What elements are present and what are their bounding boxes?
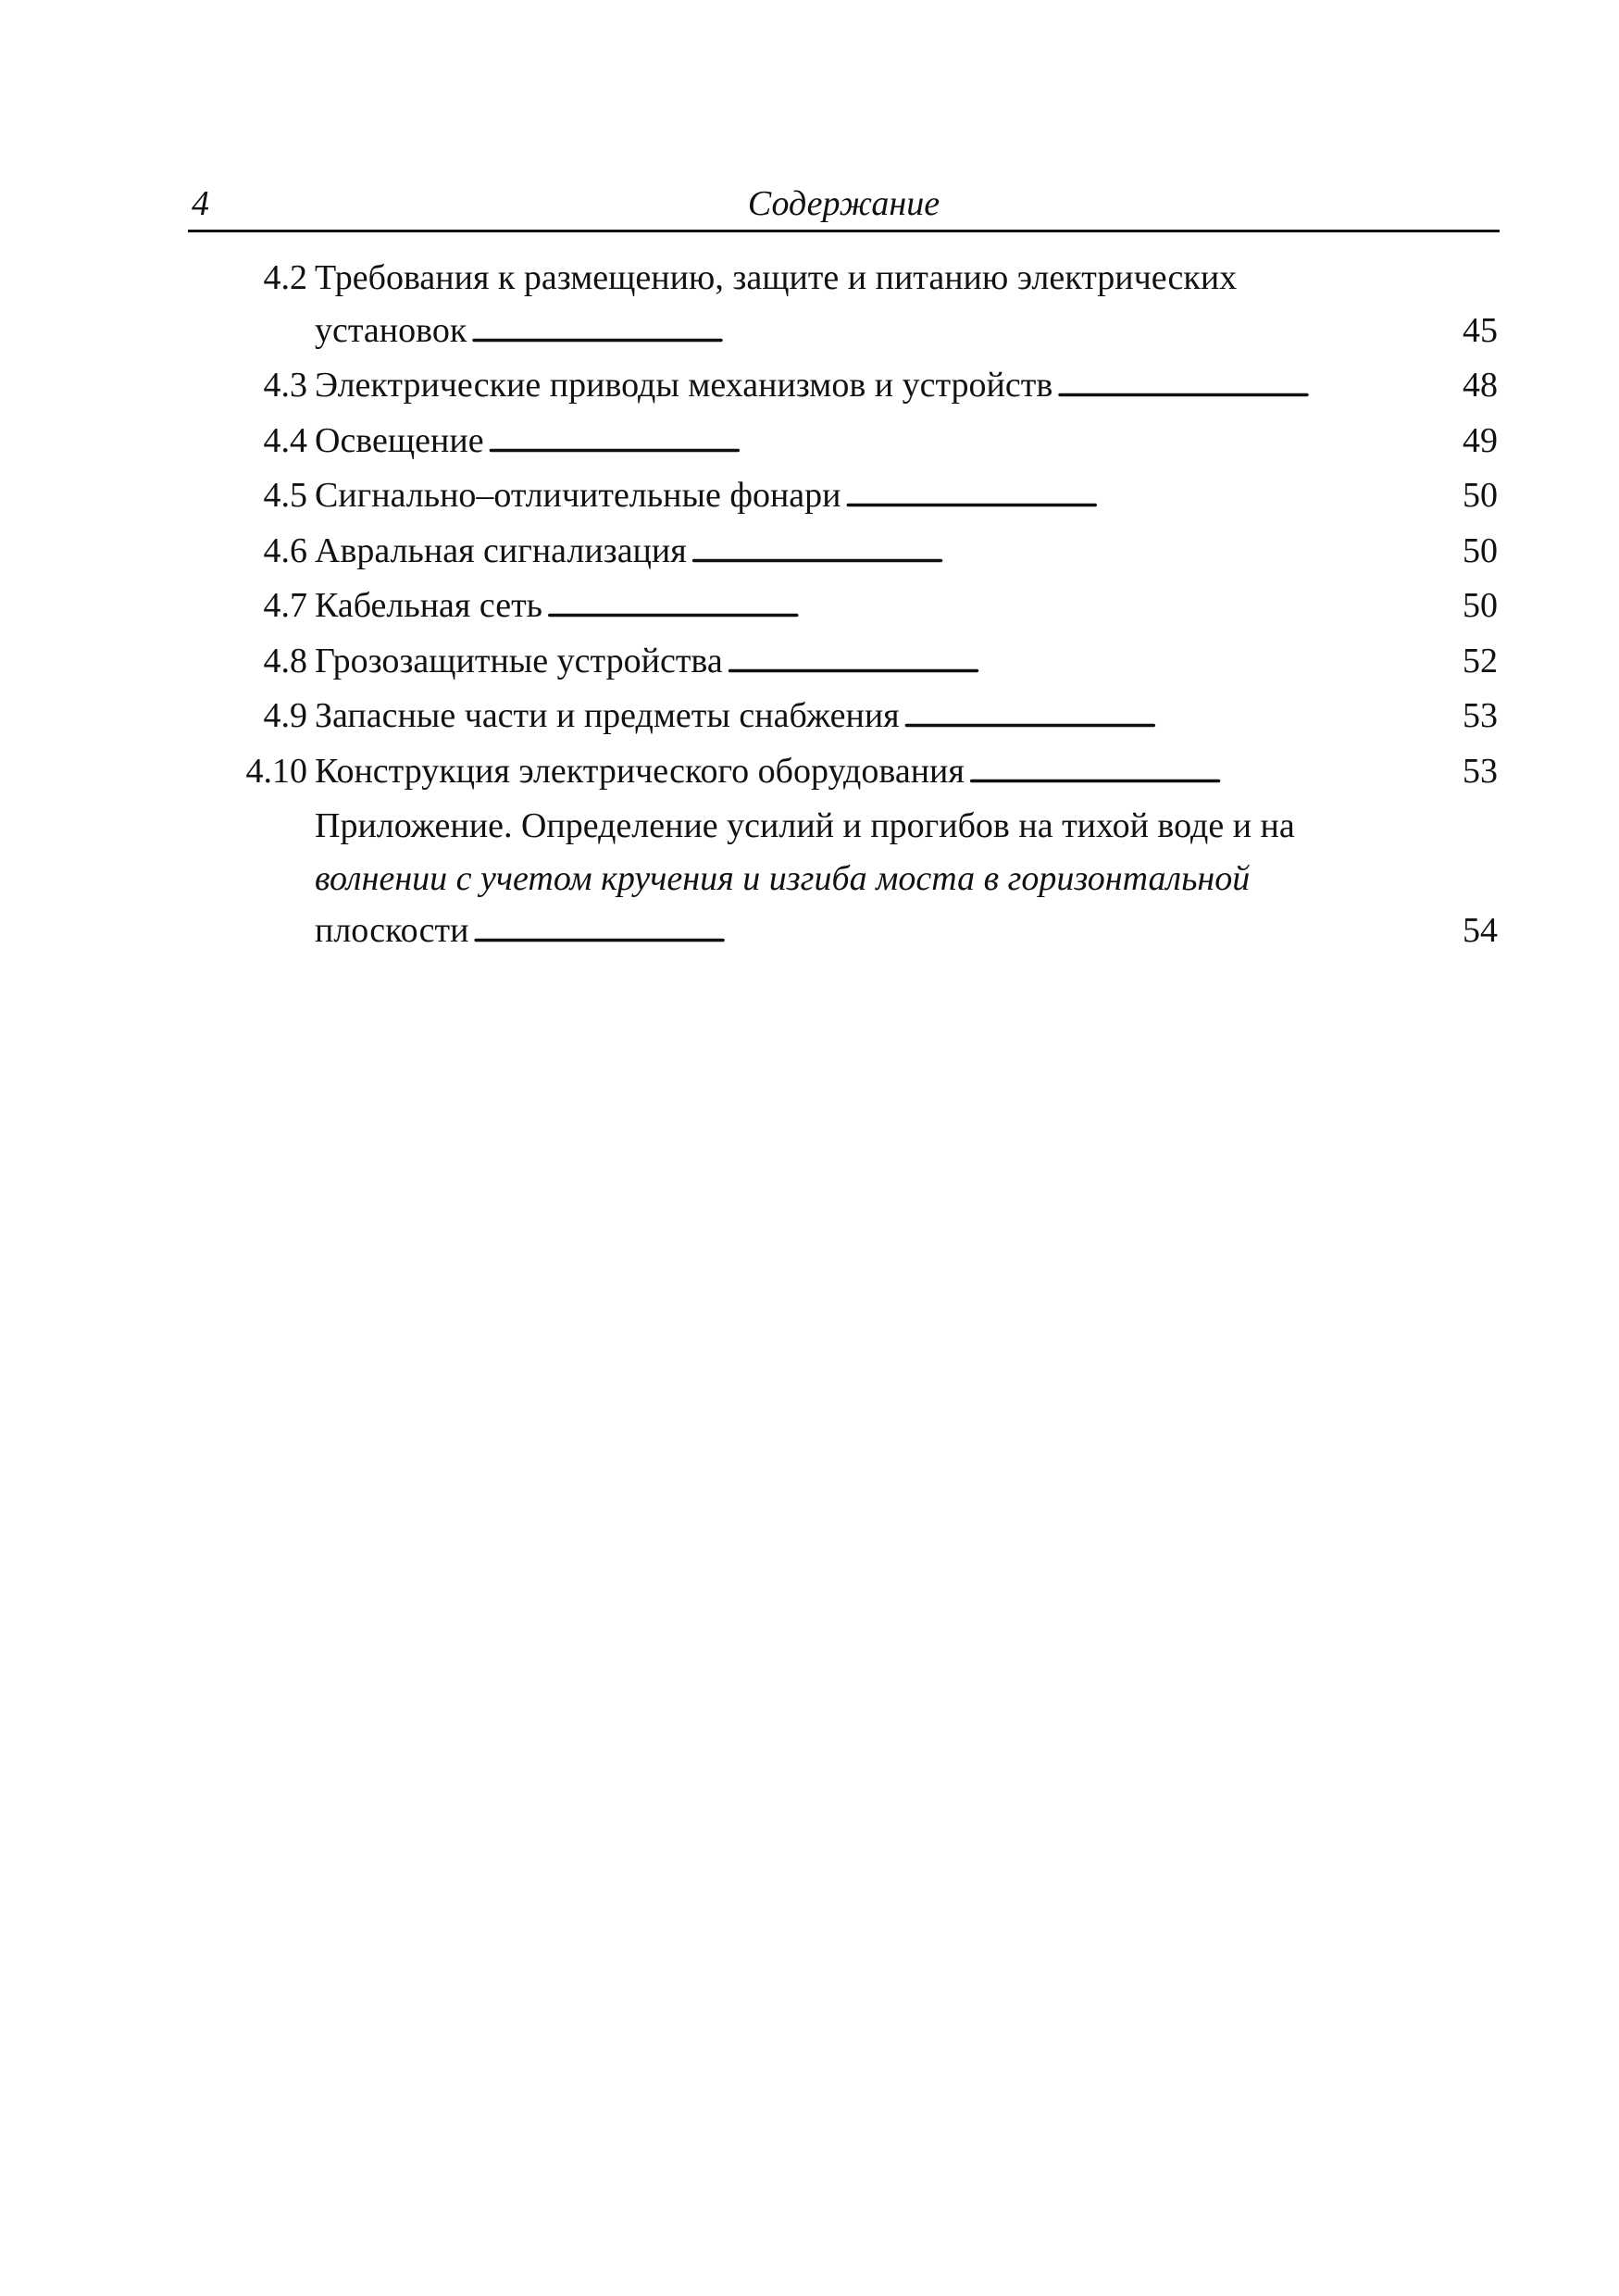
appendix-title-line-1: Приложение. Определение усилий и прогибов на тихой воде и на — [315, 806, 1295, 845]
dot-leader — [546, 580, 1459, 635]
toc-entry-page: 52 — [1463, 641, 1498, 680]
toc-entry-title: Освещение — [315, 420, 484, 460]
toc-entry-number: 4.3 — [263, 366, 307, 405]
appendix-title-line-3: плоскости — [315, 911, 469, 950]
running-header — [188, 181, 1500, 232]
toc-entry-page: 48 — [1463, 366, 1498, 405]
toc-entry-number: 4.6 — [263, 530, 307, 570]
toc-entry-4-3[interactable] — [194, 359, 1500, 415]
running-title: Содержание — [747, 184, 940, 223]
toc-entry-4-7[interactable] — [194, 580, 1500, 635]
toc-entry-page: 49 — [1463, 420, 1498, 460]
toc-entry-title-line: Требования к размещению, защите и питанию электрических — [315, 258, 1238, 297]
dot-leader — [691, 525, 1459, 580]
toc-entry-page: 53 — [1463, 751, 1498, 791]
dot-leader — [1056, 359, 1459, 415]
dot-leader — [968, 745, 1459, 801]
toc-entry-title: Электрические приводы механизмов и устройств — [315, 366, 1053, 405]
toc-entry-number: 4.10 — [245, 751, 307, 791]
toc-entry-4-4[interactable] — [194, 415, 1500, 470]
toc-entry-number: 4.9 — [263, 696, 307, 735]
toc-entry-4-2[interactable] — [194, 252, 1500, 359]
appendix-title-line-2: волнении с учетом кручения и изгиба моста в горизонтальной — [315, 858, 1251, 898]
toc-entry-number: 4.8 — [263, 641, 307, 680]
dot-leader — [470, 305, 1459, 360]
toc-entry-appendix[interactable] — [194, 800, 1500, 960]
toc-entry-title: Грозозащитные устройства — [315, 641, 723, 680]
dot-leader — [903, 690, 1459, 745]
toc-entry-page: 54 — [1463, 911, 1498, 950]
toc-entry-4-10[interactable] — [194, 745, 1500, 801]
toc-entry-number: 4.4 — [263, 420, 307, 460]
toc-entry-title: Авральная сигнализация — [315, 530, 687, 570]
dot-leader — [472, 905, 1459, 960]
toc-entry-4-9[interactable] — [194, 690, 1500, 745]
toc-entry-page: 50 — [1463, 476, 1498, 515]
toc-entry-title: установок — [315, 310, 467, 350]
toc-entry-number: 4.5 — [263, 476, 307, 515]
toc-entry-number: 4.7 — [263, 586, 307, 625]
page-number: 4 — [192, 184, 209, 223]
toc-entry-number: 4.2 — [263, 258, 307, 297]
toc-entry-title: Сигнально–отличительные фонари — [315, 476, 841, 515]
toc-entry-page: 50 — [1463, 530, 1498, 570]
toc-entry-4-6[interactable] — [194, 525, 1500, 580]
toc-entry-4-5[interactable] — [194, 469, 1500, 525]
dot-leader — [727, 635, 1459, 691]
toc-entry-title: Конструкция электрического оборудования — [315, 751, 965, 791]
dot-leader — [845, 469, 1460, 525]
toc-entry-page: 53 — [1463, 696, 1498, 735]
toc-entry-title: Запасные части и предметы снабжения — [315, 696, 900, 735]
dot-leader — [488, 415, 1459, 470]
toc-entry-page: 50 — [1463, 586, 1498, 625]
toc-entry-page: 45 — [1463, 310, 1498, 350]
toc-entry-title: Кабельная сеть — [315, 586, 543, 625]
table-of-contents — [194, 252, 1500, 960]
toc-entry-4-8[interactable] — [194, 635, 1500, 691]
